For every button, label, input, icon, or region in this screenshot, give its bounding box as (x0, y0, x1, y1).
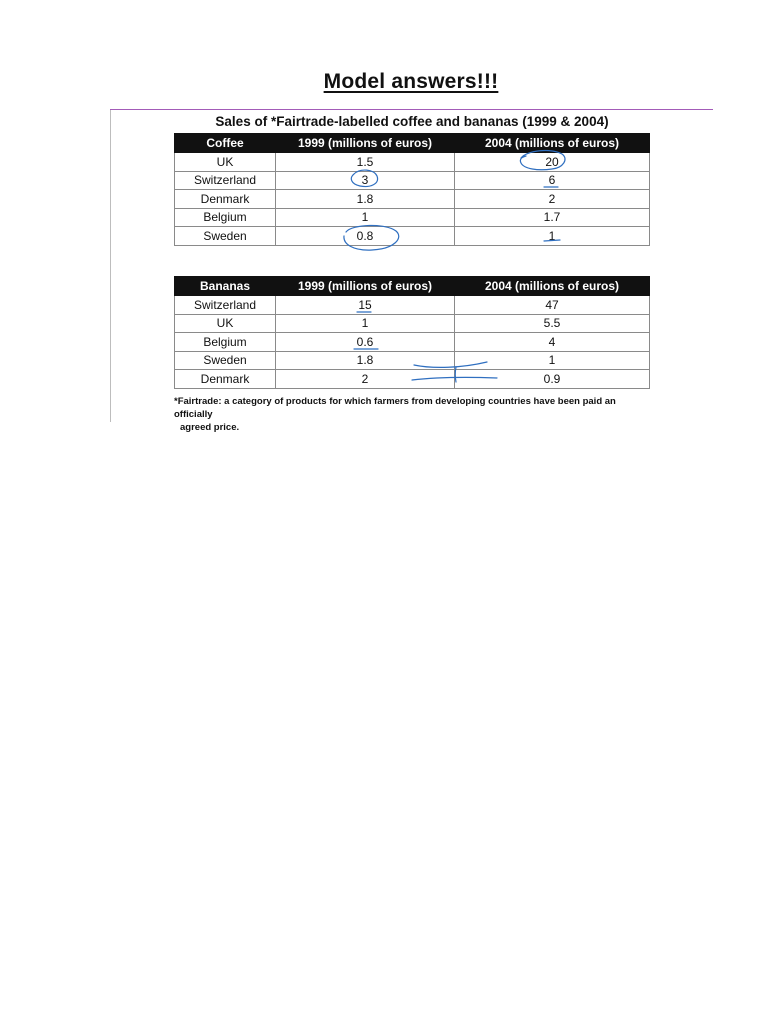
value-cell: 20 (455, 153, 650, 172)
table-row (175, 190, 650, 209)
country-cell: Denmark (175, 190, 276, 209)
value-cell: 2 (455, 190, 650, 209)
banana-sales-table (174, 276, 650, 389)
coffee-sales-table (174, 133, 650, 246)
table-header-row (175, 134, 650, 153)
column-header: 2004 (millions of euros) (455, 134, 650, 153)
column-header: Bananas (175, 277, 276, 296)
value-cell: 5.5 (455, 314, 650, 333)
value-cell: 1.5 (276, 153, 455, 172)
figure-title: Sales of *Fairtrade-labelled coffee and bananas (1999 & 2004) (215, 114, 609, 129)
value-cell: 47 (455, 296, 650, 315)
image-left-edge (110, 110, 111, 422)
column-header: Coffee (175, 134, 276, 153)
country-cell: Sweden (175, 227, 276, 246)
value-cell: 0.6 (276, 333, 455, 352)
footnote-line: agreed price. (180, 422, 240, 433)
table-row (175, 171, 650, 190)
column-header: 2004 (millions of euros) (455, 277, 650, 296)
country-cell: UK (175, 314, 276, 333)
country-cell: Belgium (175, 333, 276, 352)
table-row (175, 351, 650, 370)
value-cell: 15 (276, 296, 455, 315)
page-title: Model answers!!! (323, 70, 499, 93)
country-cell: Sweden (175, 351, 276, 370)
value-cell: 1 (455, 227, 650, 246)
value-cell: 1 (276, 208, 455, 227)
country-cell: Denmark (175, 370, 276, 389)
column-header: 1999 (millions of euros) (276, 134, 455, 153)
country-cell: UK (175, 153, 276, 172)
country-cell: Switzerland (175, 171, 276, 190)
value-cell: 2 (276, 370, 455, 389)
value-cell: 1 (455, 351, 650, 370)
value-cell: 1.8 (276, 351, 455, 370)
table-row (175, 314, 650, 333)
table-row (175, 370, 650, 389)
table-row (175, 227, 650, 246)
footnote (174, 395, 654, 434)
table-header-row (175, 277, 650, 296)
country-cell: Switzerland (175, 296, 276, 315)
table-row (175, 296, 650, 315)
value-cell: 1.8 (276, 190, 455, 209)
table-row (175, 333, 650, 352)
country-cell: Belgium (175, 208, 276, 227)
value-cell: 6 (455, 171, 650, 190)
value-cell: 3 (276, 171, 455, 190)
table-row (175, 208, 650, 227)
footnote-line: *Fairtrade: a category of products for which farmers from developing countries have been paid an officially (174, 396, 616, 420)
value-cell: 1.7 (455, 208, 650, 227)
value-cell: 0.8 (276, 227, 455, 246)
value-cell: 0.9 (455, 370, 650, 389)
column-header: 1999 (millions of euros) (276, 277, 455, 296)
value-cell: 4 (455, 333, 650, 352)
horizontal-divider (110, 109, 713, 110)
table-row (175, 153, 650, 172)
value-cell: 1 (276, 314, 455, 333)
